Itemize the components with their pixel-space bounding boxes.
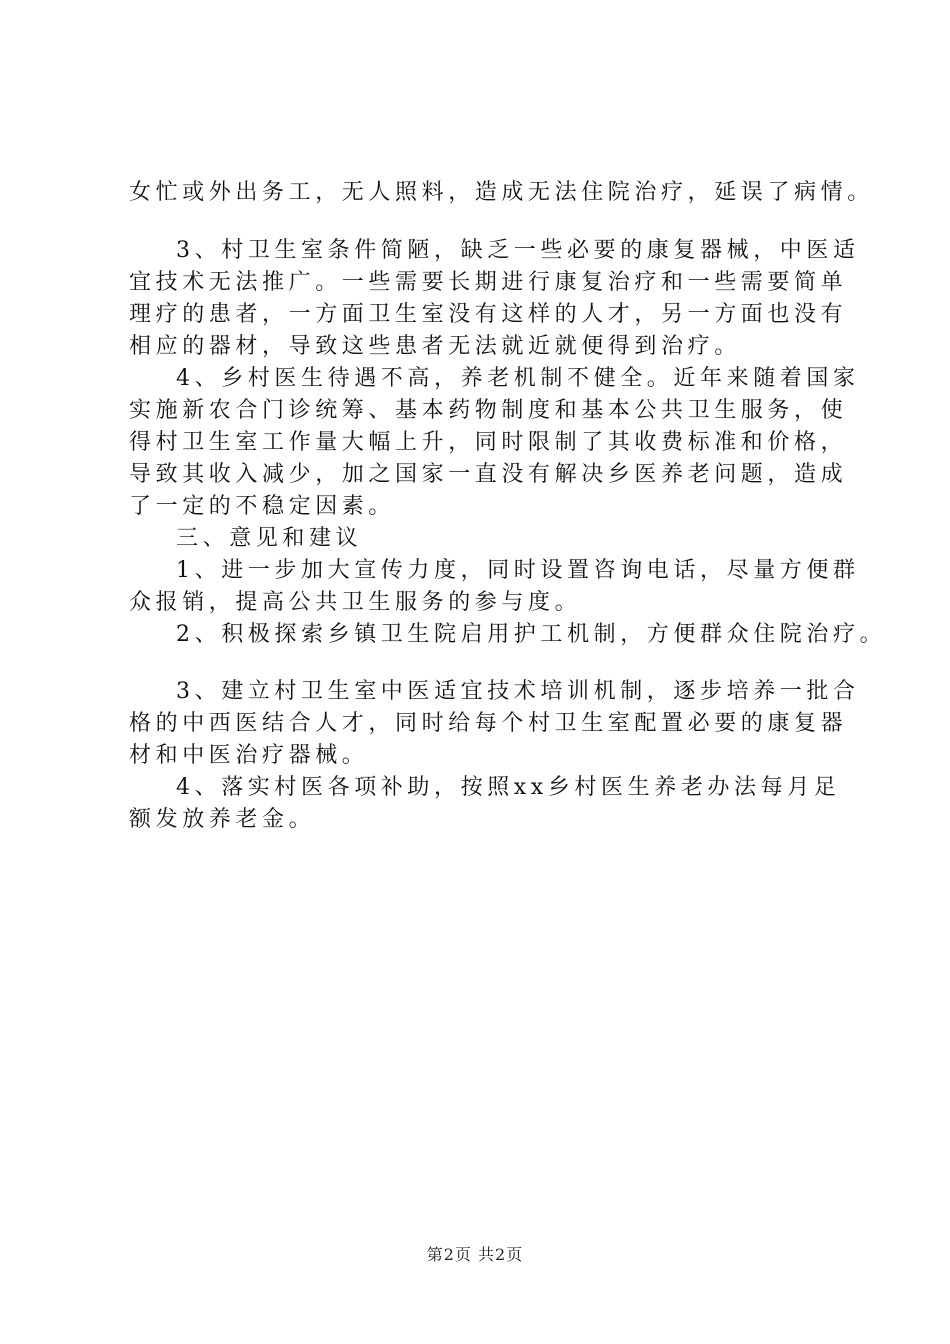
paragraph-line: 4、落实村医各项补助，按照xx乡村医生养老办法每月足 [176,775,841,800]
paragraph-line: 3、村卫生室条件简陋，缺乏一些必要的康复器械，中医适 [176,238,860,263]
paragraph-line: 宜技术无法推广。一些需要长期进行康复治疗和一些需要简单 [129,270,848,295]
paragraph-line: 2、积极探索乡镇卫生院启用护工机制，方便群众住院治疗。 [176,622,887,647]
paragraph-line: 1、进一步加大宣传力度，同时设置咨询电话，尽量方便群 [176,558,860,583]
paragraph-line: 理疗的患者，一方面卫生室没有这样的人才，另一方面也没有 [129,302,848,327]
paragraph-line: 相应的器材，导致这些患者无法就近就便得到治疗。 [129,334,741,359]
paragraph-line: 实施新农合门诊统筹、基本药物制度和基本公共卫生服务，使 [129,398,848,423]
paragraph-line: 了一定的不稳定因素。 [129,494,396,519]
page-footer: 第2页 共2页 [426,1245,524,1264]
paragraph-line: 女忙或外出务工，无人照料，造成无法住院治疗，延误了病情。 [129,180,874,205]
paragraph-line: 4、乡村医生待遇不高，养老机制不健全。近年来随着国家 [176,366,860,391]
paragraph-line: 众报销，提高公共卫生服务的参与度。 [129,590,582,615]
paragraph-line: 导致其收入减少，加之国家一直没有解决乡医养老问题，造成 [129,462,848,487]
paragraph-line: 得村卫生室工作量大幅上升，同时限制了其收费标准和价格， [129,430,848,455]
paragraph-line: 材和中医治疗器械。 [129,743,369,768]
paragraph-line: 3、建立村卫生室中医适宜技术培训机制，逐步培养一批合 [176,679,860,704]
section-heading: 三、意见和建议 [176,526,363,551]
paragraph-line: 额发放养老金。 [129,807,316,832]
paragraph-line: 格的中西医结合人才，同时给每个村卫生室配置必要的康复器 [129,711,848,736]
